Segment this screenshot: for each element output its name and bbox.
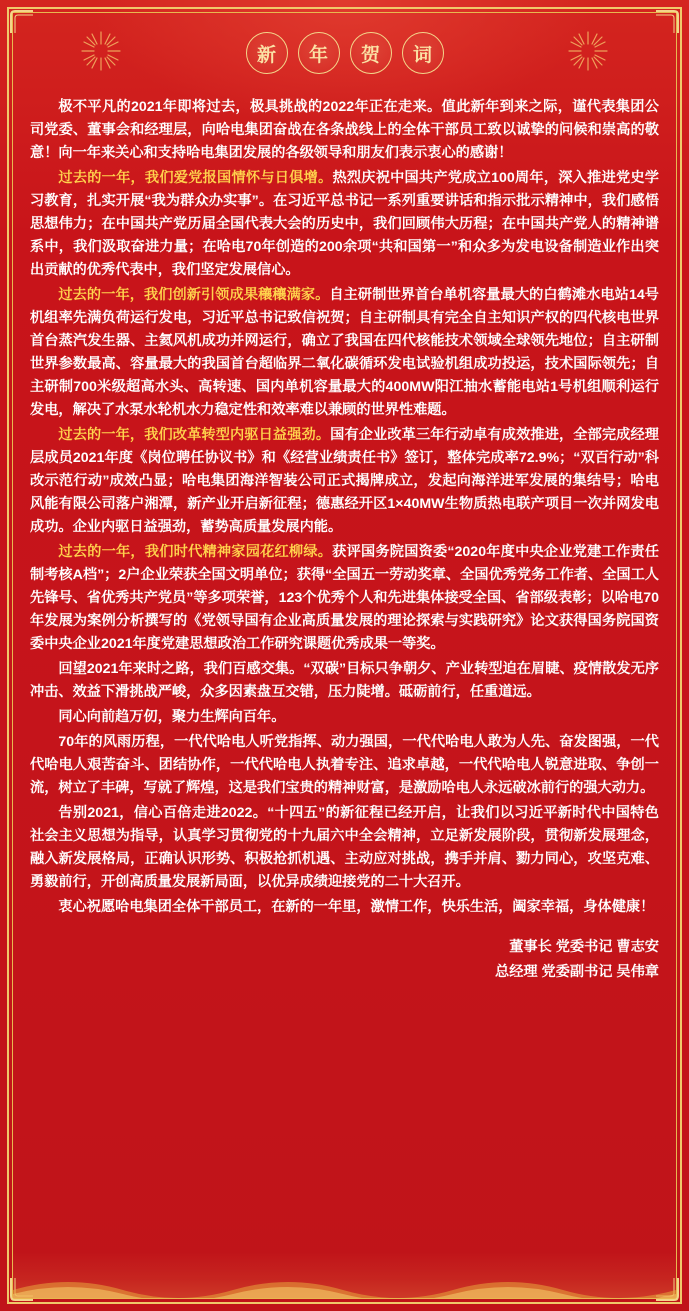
paragraph-text: 极不平凡的2021年即将过去，极具挑战的2022年正在走来。值此新年到来之际，谨代表集团公司党委、董事会和经理层，向哈电集团奋战在各条战线上的全体干部员工致以诚挚的问候和崇高的敬意！向一年来关心和支持哈电集团发展的各级领导和朋友们表示衷心的感谢！ xyxy=(30,99,659,161)
paragraph-text: 热烈庆祝中国共产党成立100周年，深入推进党史学习教育，扎实开展“我为群众办实事”。在习近平总书记一系列重要讲话和指示批示精神中，我们感悟思想伟力；在中国共产党历届全国代表大会的历史中，我们回顾伟大历程；在中国共产党人的精神谱系中，我们汲取奋进力量；在哈电70年创造的200余项“共和国第一”和众多为发电设备制造业作出突出贡献的优秀代表中，我们坚定发展信心。 xyxy=(30,170,659,278)
paragraph-text: 告别2021，信心百倍走进2022。“十四五”的新征程已经开启，让我们以习近平新时代中国特色社会主义思想为指导，认真学习贯彻党的十九届六中全会精神，立足新发展阶段，贯彻新发展理念，融入新发展格局，正确认识形势、积极抢抓机遇、主动应对挑战，携手并肩、勠力同心，攻坚克难、勇毅前行，开创高质量发展新局面，以优异成绩迎接党的二十大召开。 xyxy=(30,805,659,890)
paragraph xyxy=(30,706,659,729)
paragraph-text: 国有企业改革三年行动卓有成效推进，全部完成经理层成员2021年度《岗位聘任协议书》和《经营业绩责任书》签订，整体完成率72.9%；“双百行动”科改示范行动”成效凸显；哈电集团海洋智装公司正式揭牌成立，发起向海洋进军发展的集结号；哈电风能有限公司落户湘潭，新产业开启新征程；德惠经开区1×40MW生物质热电联产项目一次并网发电成功。企业内驱日益强劲，蓄势高质量发展内能。 xyxy=(30,427,659,535)
paragraph xyxy=(30,731,659,800)
page-title xyxy=(0,0,689,74)
paragraph xyxy=(30,284,659,422)
title-char-2: 年 xyxy=(298,32,340,74)
paragraph-lead: 过去的一年，我们爱党报国情怀与日俱增。 xyxy=(58,170,333,186)
paragraph xyxy=(30,96,659,165)
paragraph-lead: 过去的一年，我们改革转型内驱日益强劲。 xyxy=(58,427,331,443)
corner-ornament-icon xyxy=(654,1276,680,1302)
corner-ornament-icon xyxy=(9,1276,35,1302)
paragraph-text: 同心向前趋万仞，聚力生辉向百年。 xyxy=(58,709,286,725)
signature-general-manager: 总经理 党委副书记 吴伟章 xyxy=(495,963,659,980)
signature-block xyxy=(0,935,659,985)
paragraph xyxy=(30,541,659,656)
paragraph-text: 获评国务院国资委“2020年度中央企业党建工作责任制考核A档”；2户企业荣获全国文明单位；获得“全国五一劳动奖章、全国优秀党务工作者、全国工人先锋号、省优秀共产党员”等多项荣誉，123个优秀个人和先进集体接受全国、省部级表彰；以哈电70年发展为案例分析撰写的《党领导国有企业高质量发展的理论探索与实践研究》论文获得国务院国资委中央企业2021年度党建思想政治工作研究课题优秀成果一等奖。 xyxy=(30,544,659,652)
paragraph-text: 回望2021年来时之路，我们百感交集。“双碳”目标只争朝夕、产业转型迫在眉睫、疫情散发无序冲击、效益下滑挑战严峻，众多因素盘互交错，压力陡增。砥砺前行，任重道远。 xyxy=(30,661,659,700)
paragraph-lead: 过去的一年，我们时代精神家园花红柳绿。 xyxy=(58,544,333,560)
title-char-3: 贺 xyxy=(350,32,392,74)
paragraph xyxy=(30,167,659,282)
title-char-1: 新 xyxy=(246,32,288,74)
signature-chairman: 董事长 党委书记 曹志安 xyxy=(509,939,659,955)
paragraph-text: 70年的风雨历程，一代代哈电人听党指挥、动力强国，一代代哈电人敢为人先、奋发图强，一代代哈电人艰苦奋斗、团结协作，一代代哈电人执着专注、追求卓越，一代代哈电人锐意进取、争创一流，树立了丰碑，写就了辉煌，这是我们宝贵的精神财富，是激励哈电人永远破冰前行的强大动力。 xyxy=(30,734,659,796)
paragraph-text: 衷心祝愿哈电集团全体干部员工，在新的一年里，激情工作，快乐生活，阖家幸福，身体健康！ xyxy=(58,899,655,915)
wave-ornament-icon xyxy=(13,1268,676,1298)
paragraph xyxy=(30,802,659,894)
bottom-decoration xyxy=(13,1252,676,1298)
title-char-4: 词 xyxy=(402,32,444,74)
paragraph-lead: 过去的一年，我们创新引领成果穰穰满家。 xyxy=(58,287,330,303)
paragraph xyxy=(30,658,659,704)
paragraph xyxy=(30,424,659,539)
greeting-body xyxy=(30,96,659,919)
paragraph-text: 自主研制世界首台单机容量最大的白鹤滩水电站14号机组率先满负荷运行发电，习近平总书记致信祝贺；自主研制具有完全自主知识产权的四代核电世界首台蒸汽发生器、主氦风机成功并网运行，确立了我国在四代核能技术领域全球领先地位；自主研制世界参数最高、容量最大的我国首台超临界二氧化碳循环发电试验机组成功投运，技术国际领先；自主研制700米级超高水头、高转速、国内单机容量最大的400MW阳江抽水蓄能电站1号机组顺利运行发电，解决了水泵水轮机水力稳定性和效率难以兼顾的世界性难题。 xyxy=(30,287,659,418)
paragraph xyxy=(30,896,659,919)
